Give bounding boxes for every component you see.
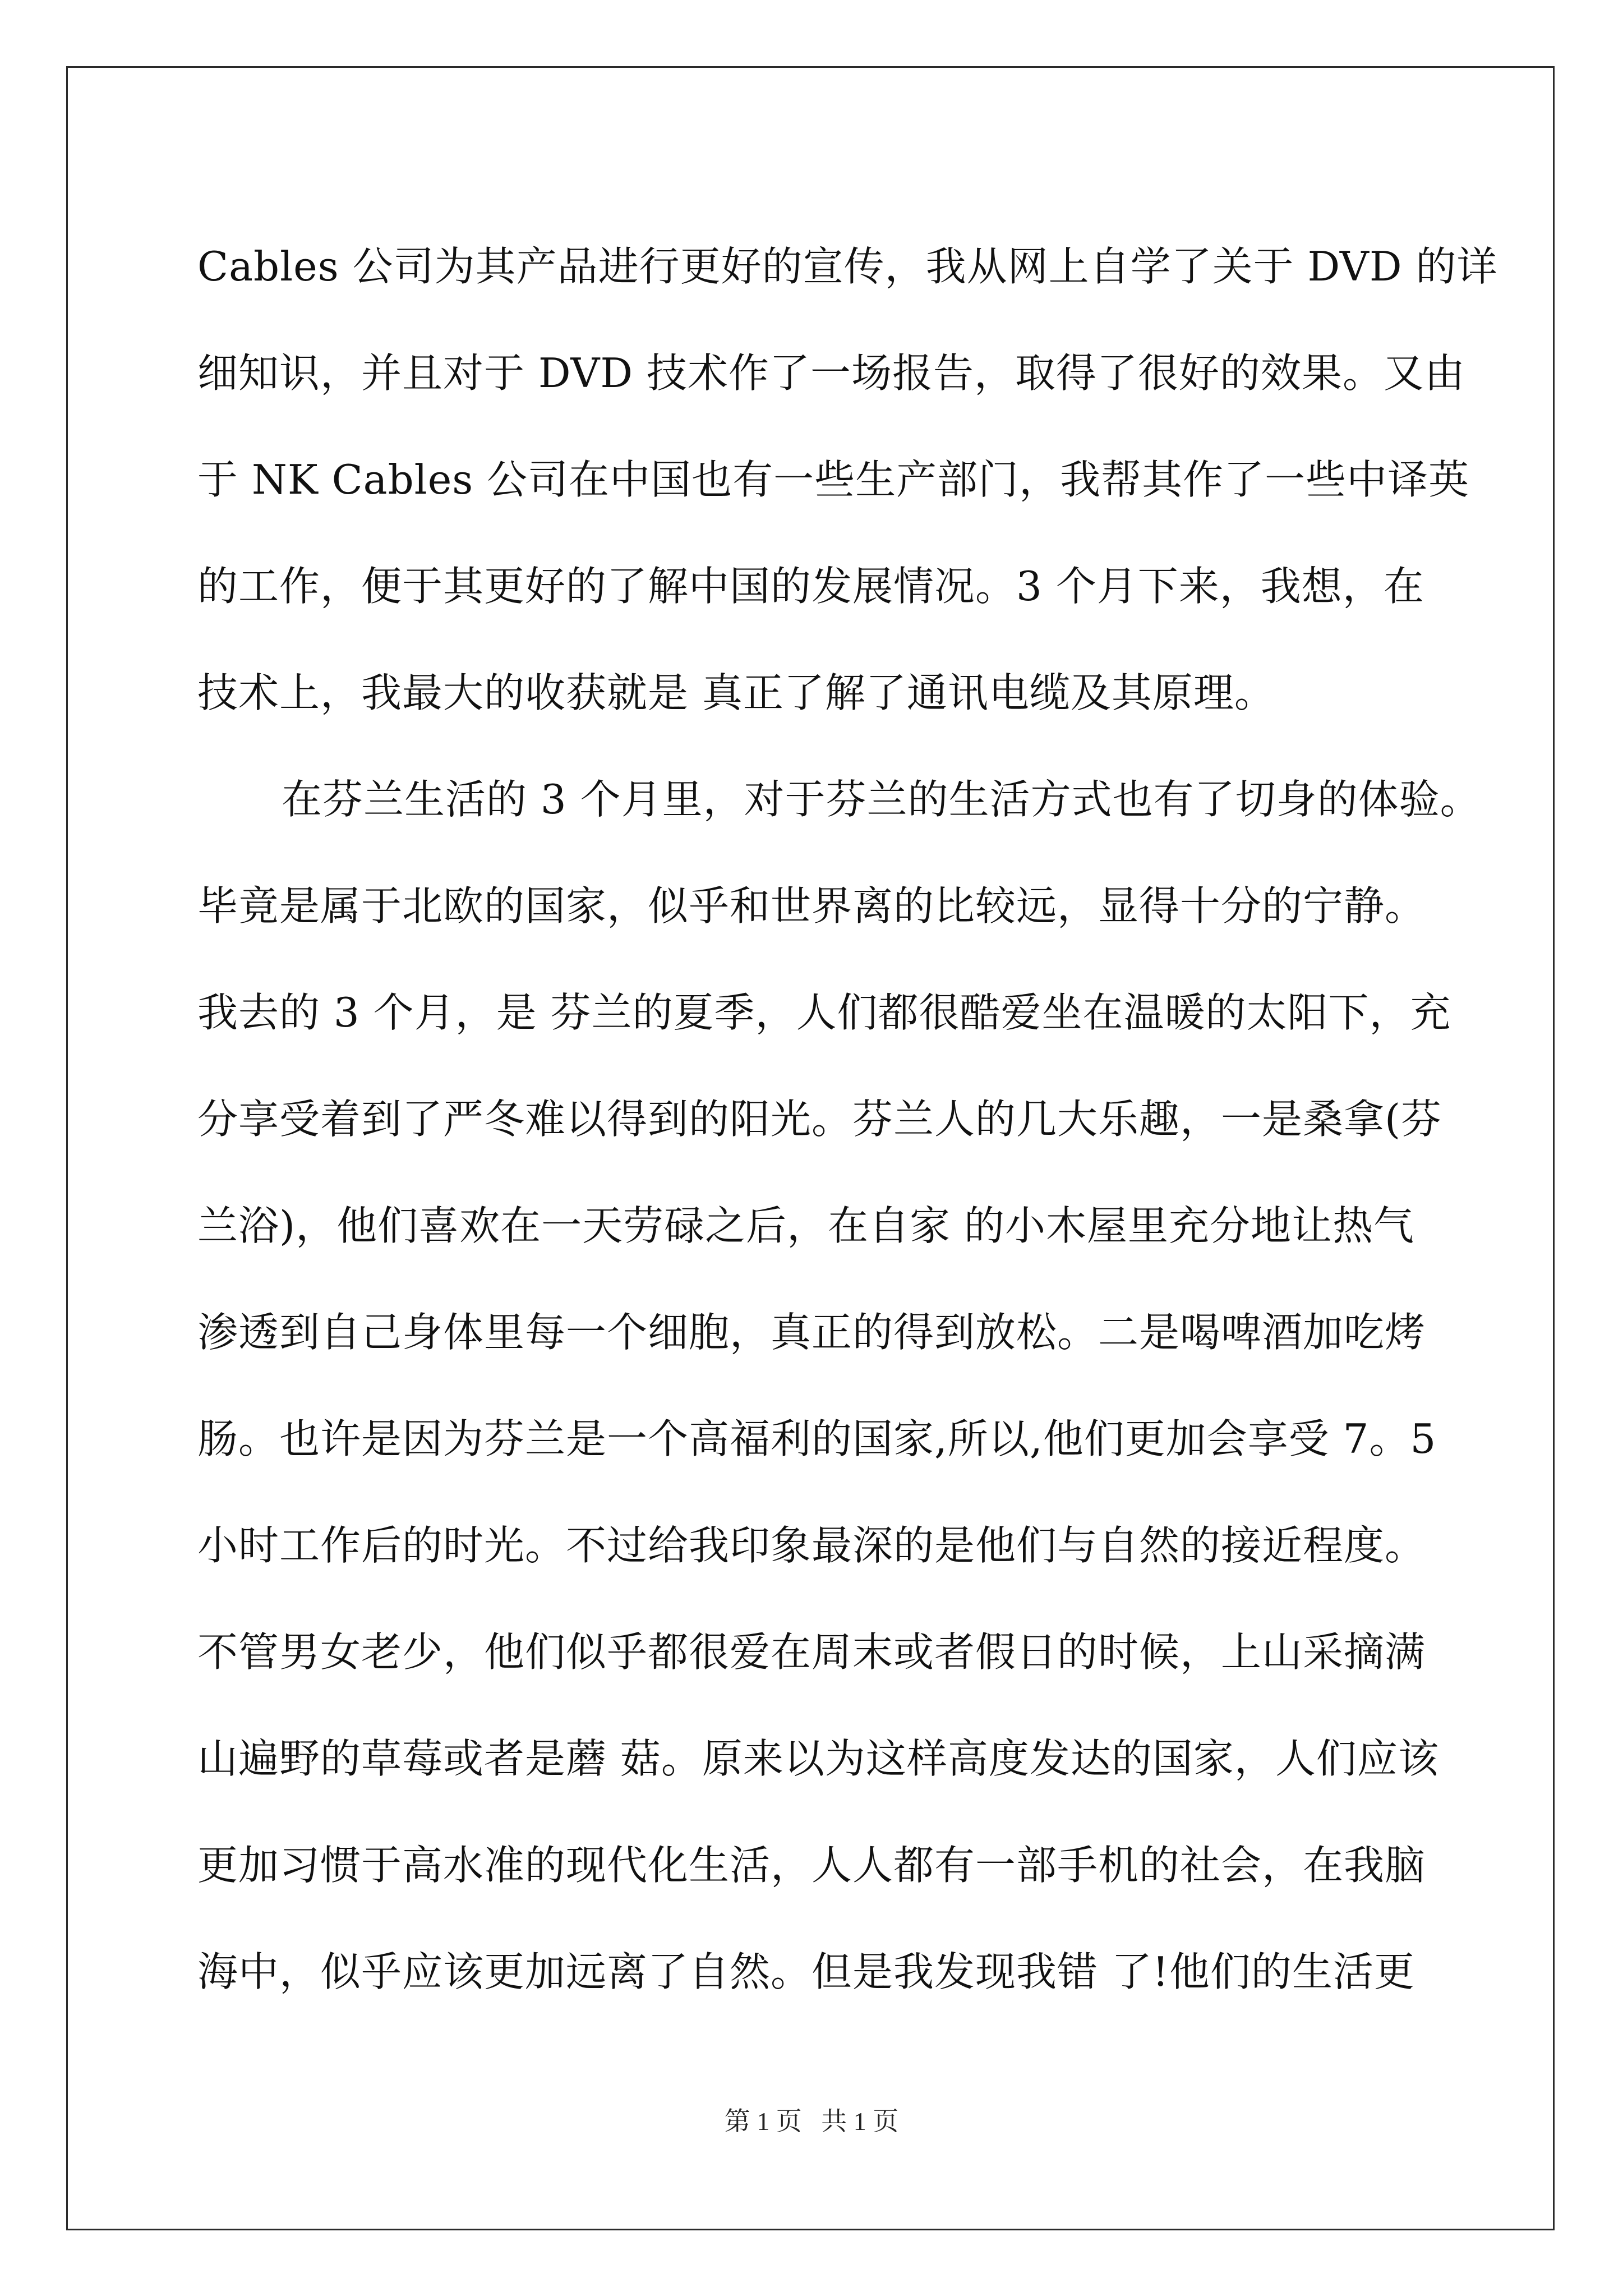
text-line: 毕竟是属于北欧的国家，似乎和世界离的比较远，显得十分的宁静。 bbox=[197, 882, 1426, 930]
text-line: 海中，似乎应该更加远离了自然。但是我发现我错 了!他们的生活更 bbox=[197, 1948, 1415, 1995]
page-footer: 第 1 页 共 1 页 bbox=[724, 2107, 899, 2136]
text-line: Cables 公司为其产品进行更好的宣传，我从网上自学了关于 DVD 的详 bbox=[197, 243, 1498, 290]
text-line: 兰浴)，他们喜欢在一天劳碌之后，在自家 的小木屋里充分地让热气 bbox=[197, 1202, 1414, 1249]
text-line: 细知识，并且对于 DVD 技术作了一场报告，取得了很好的效果。又由 bbox=[197, 349, 1465, 397]
text-line: 更加习惯于高水准的现代化生活，人人都有一部手机的社会，在我脑 bbox=[197, 1842, 1426, 1889]
paragraph-first-line: 在芬兰生活的 3 个月里，对于芬兰的生活方式也有了切身的体验。 bbox=[282, 776, 1481, 823]
text-line: 我去的 3 个月，是 芬兰的夏季，人们都很酷爱坐在温暖的太阳下，充 bbox=[197, 989, 1451, 1036]
text-line: 于 NK Cables 公司在中国也有一些生产部门，我帮其作了一些中译英 bbox=[197, 456, 1470, 503]
text-line: 山遍野的草莓或者是蘑 菇。原来以为这样高度发达的国家，人们应该 bbox=[197, 1735, 1439, 1782]
text-line: 分享受着到了严冬难以得到的阳光。芬兰人的几大乐趣，一是桑拿(芬 bbox=[197, 1096, 1442, 1143]
text-line: 小时工作后的时光。不过给我印象最深的是他们与自然的接近程度。 bbox=[197, 1522, 1426, 1569]
text-line: 渗透到自己身体里每一个细胞，真正的得到放松。二是喝啤酒加吃烤 bbox=[197, 1309, 1426, 1356]
text-line: 肠。也许是因为芬兰是一个高福利的国家,所以,他们更加会享受 7。5 bbox=[197, 1415, 1437, 1462]
text-line: 不管男女老少，他们似乎都很爱在周末或者假日的时候，上山采摘满 bbox=[197, 1628, 1426, 1676]
document-body bbox=[197, 213, 1498, 2025]
text-line: 的工作，便于其更好的了解中国的发展情况。3 个月下来，我想，在 bbox=[197, 563, 1424, 610]
text-line: 技术上，我最大的收获就是 真正了解了通讯电缆及其原理。 bbox=[197, 669, 1275, 716]
